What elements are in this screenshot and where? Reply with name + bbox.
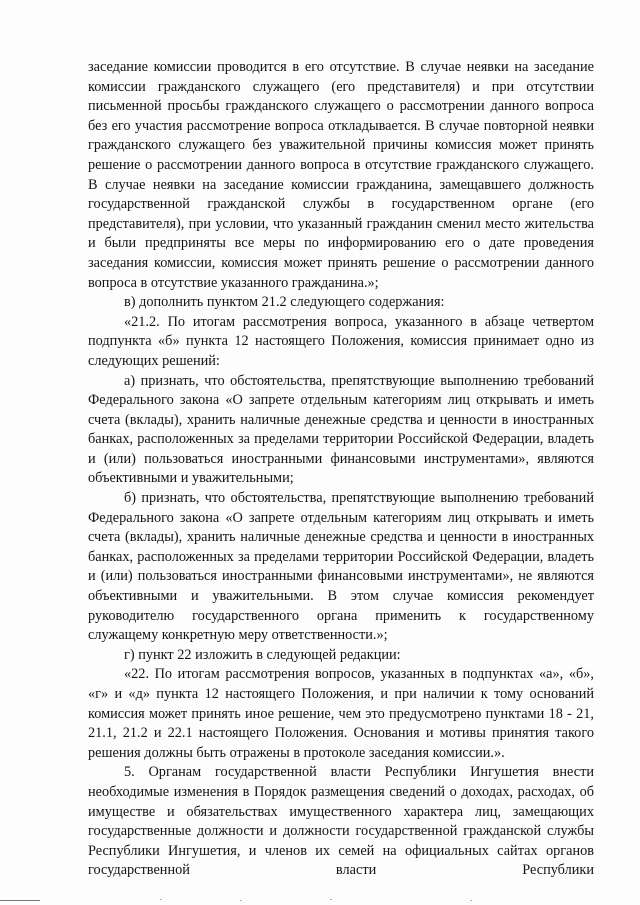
scan-dot [470,900,472,901]
scan-mark [0,900,40,901]
scan-dot [240,900,242,901]
paragraph-4: а) признать, что обстоятельства, препятствующие выполнению требований Федерального закона «О запрете отдельным категориям лиц открывать и иметь счета (вклады), хранить наличные денежные средства и ценности в иностранных банках, расположенных за пределами территории Российской Федерации, владеть и (или) пользоваться иностранными финансовыми инструментами», являются объективными и уважительными; [88,372,594,487]
paragraph-1: заседание комиссии проводится в его отсутствие. В случае неявки на заседание комиссии гражданского служащего (его представителя) и при отсутствии письменной просьбы гражданского служащего о рассмотрении данного вопроса без его участия рассмотрение вопроса откладывается. В случае повторной неявки гражданского служащего без уважительной причины комиссия может принять решение о рассмотрении данного вопроса в отсутствие гражданского служащего. В случае неявки на заседание комиссии гражданина, замещавшего должность государственной гражданской службы в государственном органе (его представителя), при условии, что указанный гражданин сменил место жительства и были предприняты все меры по информированию его о дате проведения заседания комиссии, комиссия может принять решение о рассмотрении данного вопроса в отсутствие указанного гражданина.»; [88,59,594,291]
paragraph-8: 5. Органам государственной власти Республики Ингушетия внести необходимые изменения в Порядок размещения сведений о доходах, расходах, об имуществе и обязательствах имущественного характера лиц, замещающих государственные должности и должности государственной гражданской службы Республики Ингушетия, и членов их семей на официальных сайтах органов государственной власти Республики [88,764,594,879]
scan-dot [330,899,332,900]
paragraph-3: «21.2. По итогам рассмотрения вопроса, указанного в абзаце четвертом подпункта «б» пункта 12 настоящего Положения, комиссия принимает одно из следующих решений: [88,313,594,369]
paragraph-2: в) дополнить пунктом 21.2 следующего содержания: [124,294,445,311]
paragraph-7: «22. По итогам рассмотрения вопросов, указанных в подпунктах «а», «б», «г» и «д» пункта 12 настоящего Положения, и при наличии к тому оснований комиссия может принять иное решение, чем это предусмотрено пунктами 18 - 21, 21.1, 21.2 и 22.1 настоящего Положения. Основания и мотивы принятия такого решения должны быть отражены в протоколе заседания комиссии.». [88,666,594,761]
scan-edge-marks [0,896,640,905]
scan-dot [160,899,162,900]
paragraph-6: г) пункт 22 изложить в следующей редакции: [124,646,401,663]
paragraph-5: б) признать, что обстоятельства, препятствующие выполнению требований Федерального закона «О запрете отдельным категориям лиц открывать и иметь счета (вклады), хранить наличные денежные средства и ценности в иностранных банках, расположенных за пределами территории Российской Федерации, владеть и (или) пользоваться иностранными финансовыми инструментами», не являются объективными и уважительными. В этом случае комиссия рекомендует руководителю государственного органа применить к государственному служащему конкретную меру ответственности.»; [88,490,594,644]
document-body [88,58,594,881]
